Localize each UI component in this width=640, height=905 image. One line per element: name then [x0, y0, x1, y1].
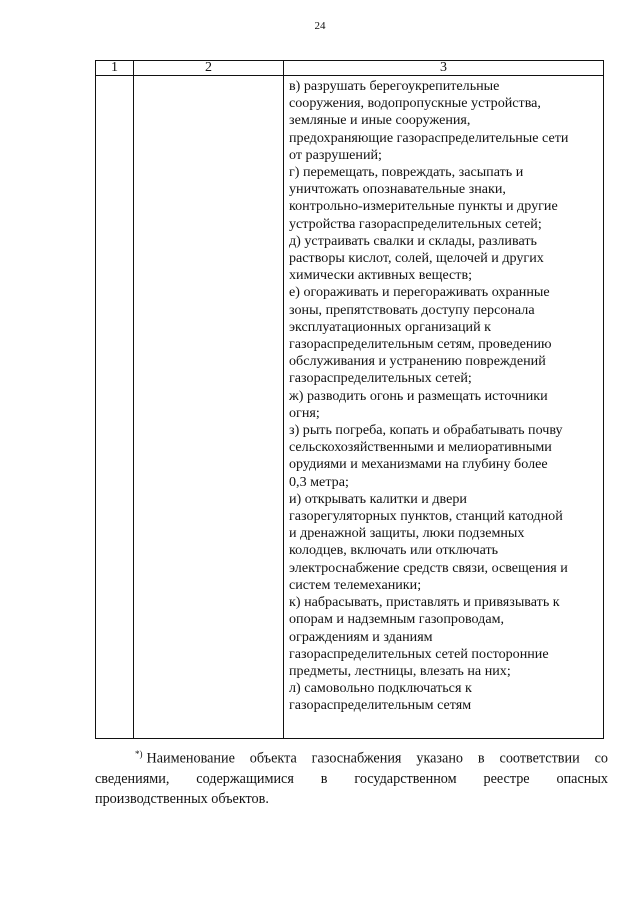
- column-header-3: 3: [284, 61, 604, 76]
- prohibition-item-zh: ж) разводить огонь и размещать источники огня;: [289, 387, 548, 421]
- footnote-line-2: сведениями, содержащимися в государственном реестре опасных: [95, 770, 608, 787]
- table-row: [96, 76, 604, 739]
- table-cell-col2: [134, 76, 284, 739]
- column-header-2: 2: [134, 61, 284, 76]
- prohibition-item-z: з) рыть погреба, копать и обрабатывать почву сельскохозяйственными и мелиоративными орудиями и механизмами на глубину более 0,3 метра;: [289, 422, 563, 490]
- prohibition-item-g: г) перемещать, повреждать, засыпать и уничтожать опознавательные знаки, контрольно-измерительные пункты и другие устройства газораспределительных сетей;: [289, 164, 558, 232]
- footnote-marker: *): [135, 749, 143, 759]
- prohibition-item-l: л) самовольно подключаться к газораспределительным сетям: [289, 680, 472, 714]
- requirements-table: [95, 60, 604, 739]
- footnote-text-1: Наименование объекта газоснабжения указано в соответствии со: [146, 750, 608, 767]
- table-cell-col1: [96, 76, 134, 739]
- footnote-line-1: [95, 744, 608, 769]
- table-cell-col3: [284, 76, 604, 739]
- table-header-row: [96, 61, 604, 76]
- footnote-line-3: производственных объектов.: [95, 790, 269, 807]
- prohibition-item-e: е) огораживать и перегораживать охранные зоны, препятствовать доступу персонала эксплуатационных организаций к газораспределительным сетям, проведению обслуживания и устранению повреждений газораспределительных сетей;: [289, 284, 552, 387]
- prohibition-item-k: к) набрасывать, приставлять и привязывать к опорам и надземным газопроводам, ограждениям и зданиям газораспределительных сетей посторонние предметы, лестницы, влезать на них;: [289, 594, 560, 679]
- prohibition-item-v: в) разрушать берегоукрепительные сооружения, водопропускные устройства, земляные и иные сооружения, предохраняющие газораспределительные сети от разрушений;: [289, 78, 569, 163]
- prohibition-item-d: д) устраивать свалки и склады, разливать растворы кислот, солей, щелочей и других химически активных веществ;: [289, 232, 544, 284]
- column-header-1: 1: [96, 61, 134, 76]
- page-number: 24: [314, 20, 326, 32]
- footnote: [95, 744, 608, 809]
- prohibition-item-i: и) открывать калитки и двери газорегуляторных пунктов, станций катодной и дренажной защиты, люки подземных колодцев, включать или отключать электроснабжение средств связи, освещения и систем телемеханики;: [289, 490, 568, 593]
